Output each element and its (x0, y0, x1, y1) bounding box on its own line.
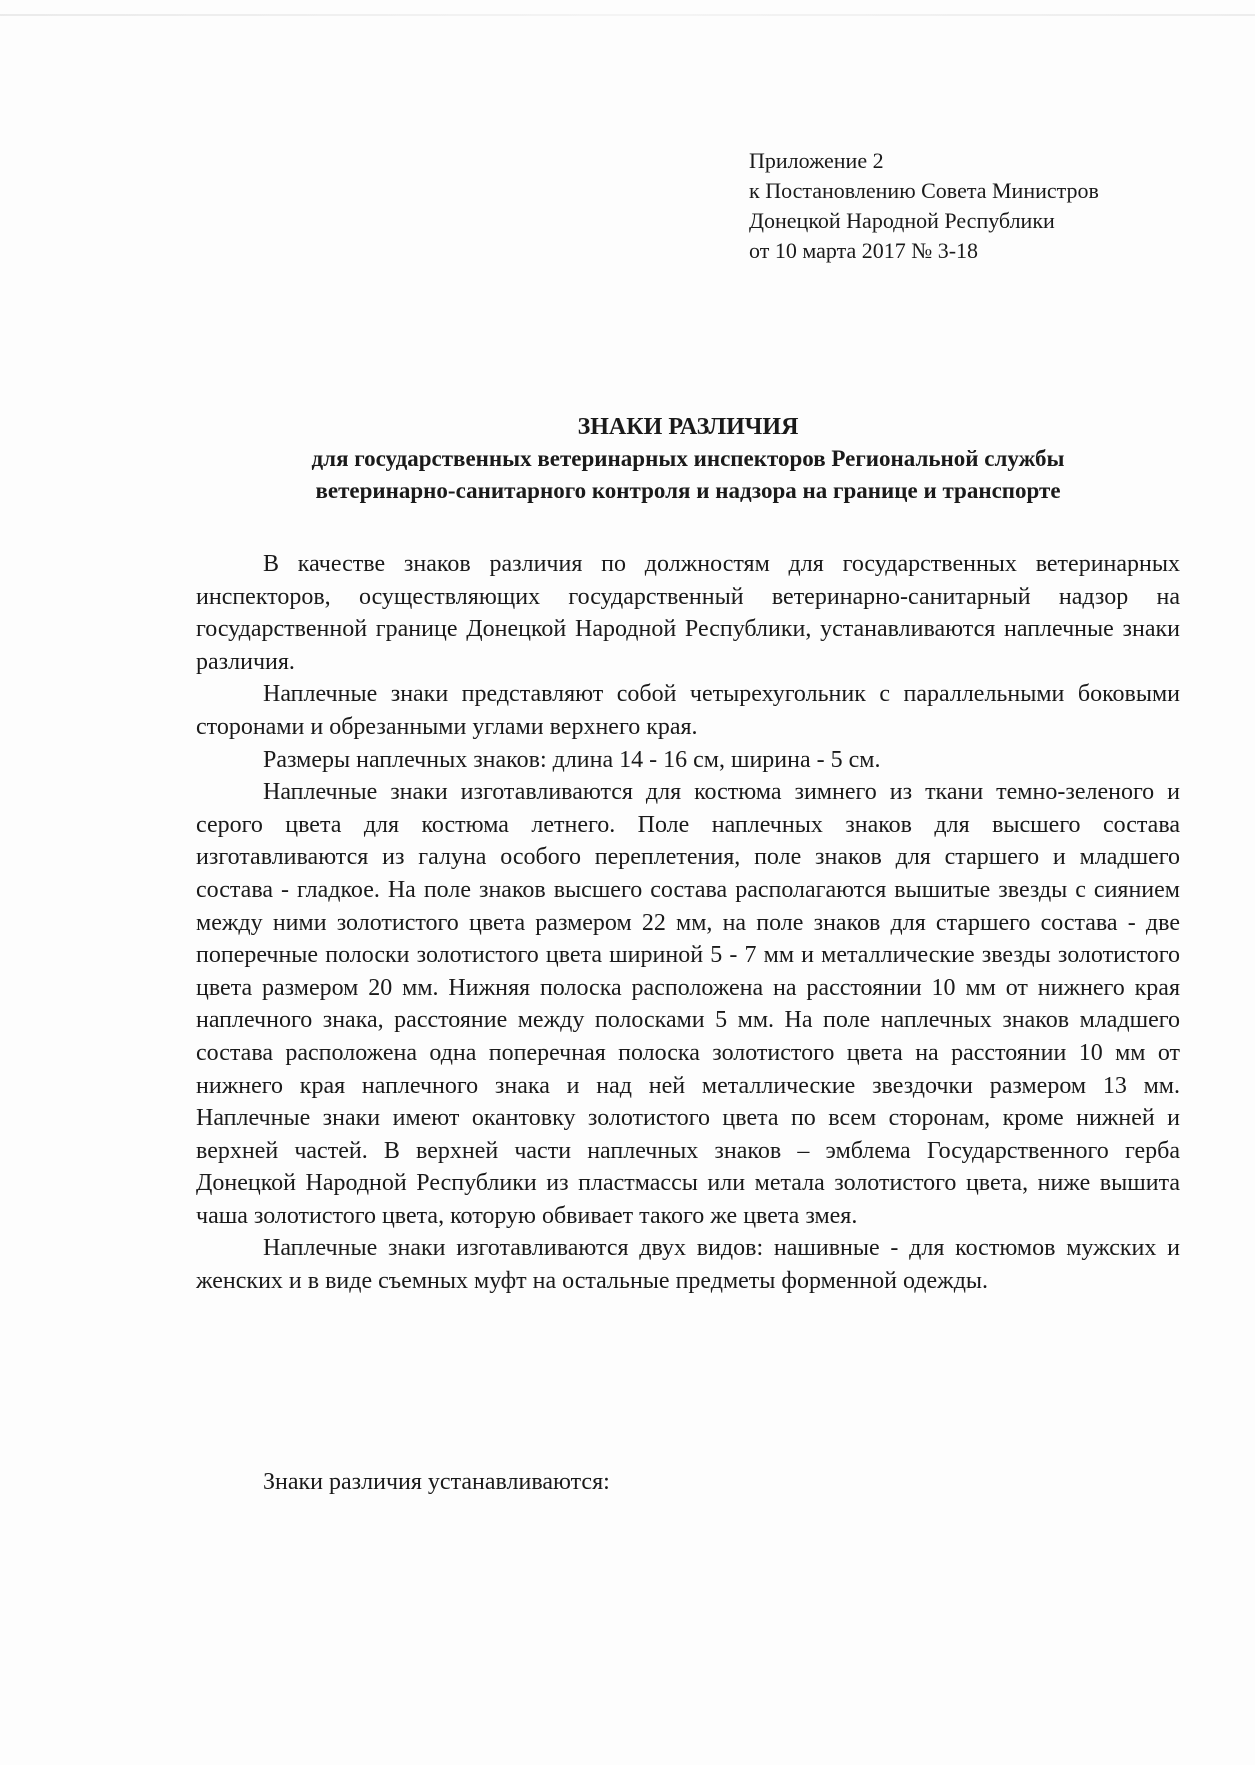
body-paragraph: Наплечные знаки представляют собой четырехугольник с параллельными боковыми сторонами и обрезанными углами верхнего края. (196, 681, 1180, 740)
appendix-line: от 10 марта 2017 № 3-18 (749, 238, 979, 263)
body-paragraph: В качестве знаков различия по должностям для государственных ветеринарных инспекторов, осуществляющих государственный ветеринарно-санитарный надзор на государственной границе Донецкой Народной Республики, устанавливаются наплечные знаки различия. (196, 551, 1180, 675)
appendix-line: Приложение 2 (749, 148, 884, 173)
body-paragraph: Размеры наплечных знаков: длина 14 - 16 см, ширина - 5 см. (263, 746, 881, 773)
appendix-line: к Постановлению Совета Министров (749, 178, 1099, 203)
appendix-line: Донецкой Народной Республики (749, 208, 1055, 233)
document-subtitle-line: ветеринарно-санитарного контроля и надзора на границе и транспорте (315, 478, 1061, 503)
document-title: ЗНАКИ РАЗЛИЧИЯ (577, 414, 799, 440)
document-heading (196, 411, 1180, 507)
document-body (196, 548, 1180, 1298)
scan-edge-line (0, 14, 1255, 16)
body-paragraph: Наплечные знаки изготавливаются двух видов: нашивные - для костюмов мужских и женских и в виде съемных муфт на остальные предметы форменной одежды. (196, 1235, 1180, 1295)
closing-line: Знаки различия устанавливаются: (263, 1469, 610, 1495)
body-paragraph: Наплечные знаки изготавливаются для костюма зимнего из ткани темно-зеленого и серого цвета для костюма летнего. Поле наплечных знаков для высшего состава изготавливаются из галуна особого переплетения, поле знаков для старшего и младшего состава - гладкое. На поле знаков высшего состава располагаются вышитые звезды с сиянием между ними золотистого цвета размером 22 мм, на поле знаков для старшего состава - две поперечные полоски золотистого цвета шириной 5 - 7 мм и металлические звезды золотистого цвета размером 20 мм. Нижняя полоска расположена на расстоянии 10 мм от нижнего края наплечного знака, расстояние между полосками 5 мм. На поле наплечных знаков младшего состава расположена одна поперечная полоска золотистого цвета на расстоянии 10 мм от нижнего края наплечного знака и над ней металлические звездочки размером 13 мм. Наплечные знаки имеют окантовку золотистого цвета по всем сторонам, кроме нижней и верхней частей. В верхней части наплечных знаков – эмблема Государственного герба Донецкой Народной Республики из пластмассы или метала золотистого цвета, ниже вышита чаша золотистого цвета, которую обвивает такого же цвета змея. (196, 779, 1180, 1229)
document-subtitle-line: для государственных ветеринарных инспекторов Региональной службы (311, 446, 1065, 471)
appendix-note (749, 146, 1219, 266)
